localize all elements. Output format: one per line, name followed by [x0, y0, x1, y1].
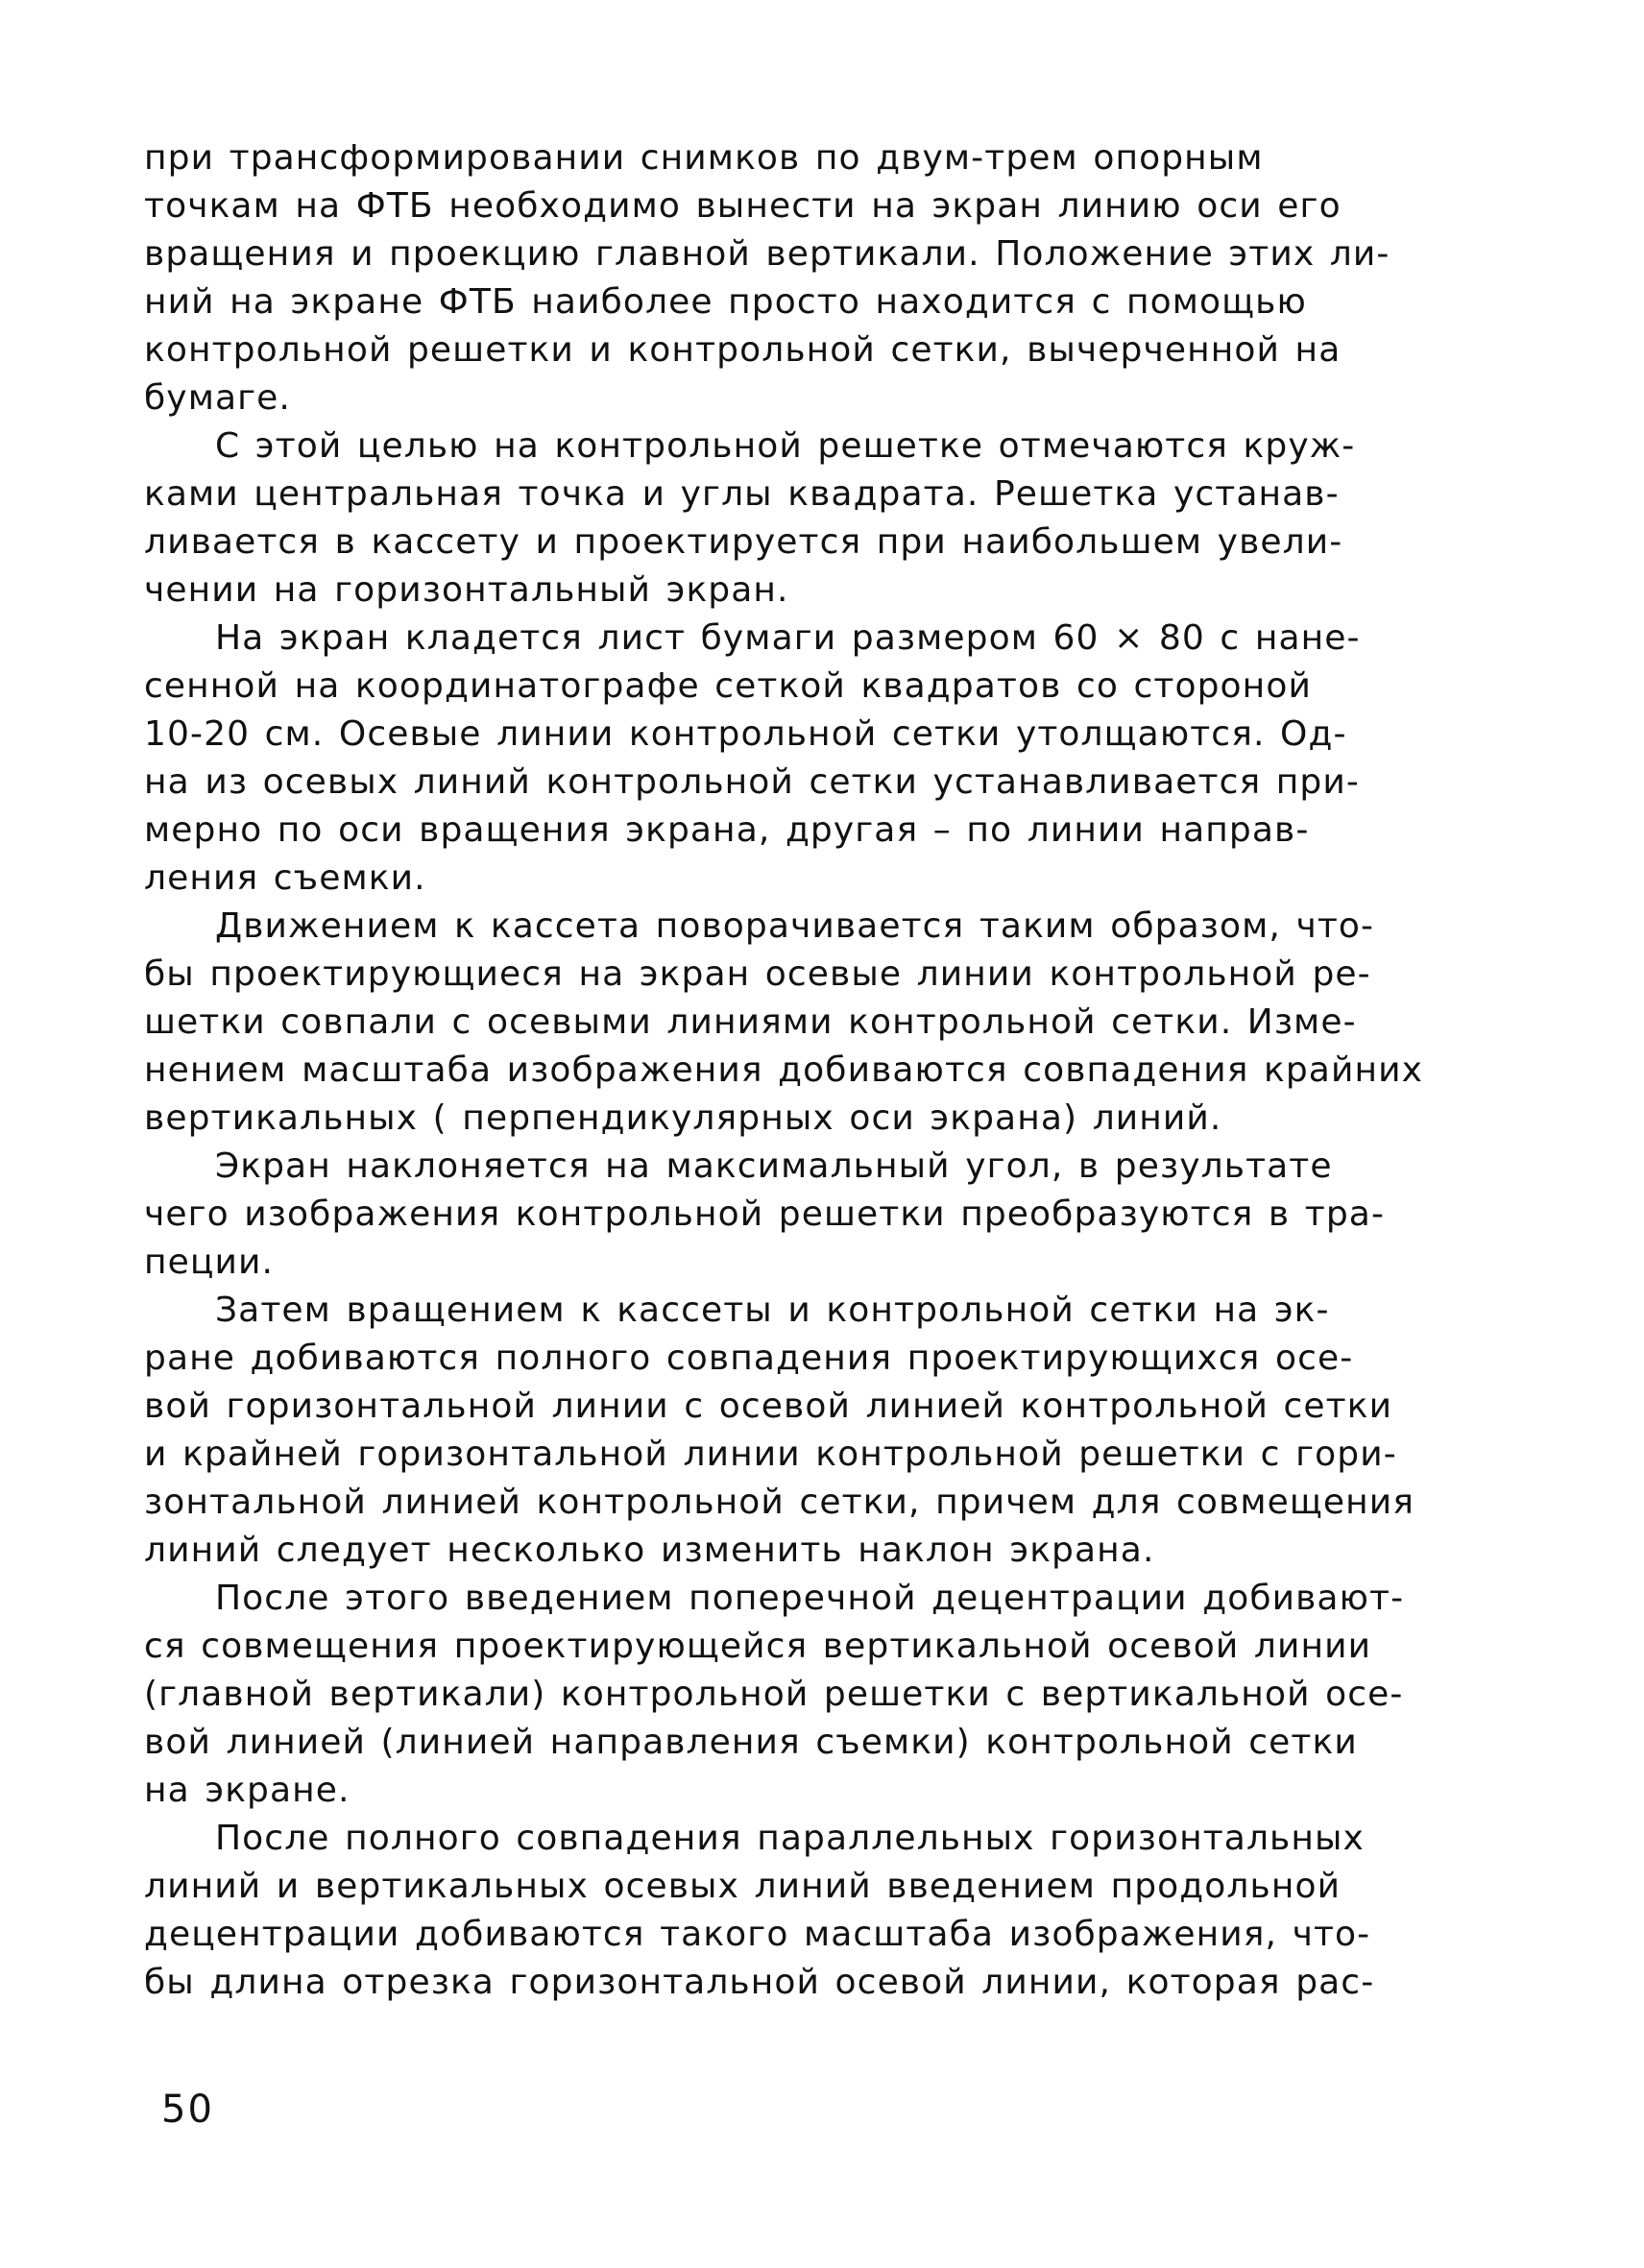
- text-line: ране добиваются полного совпадения проектирующихся осе-: [144, 1339, 1354, 1378]
- page-number: 50: [161, 2087, 214, 2132]
- text-line: Движением κ кассета поворачивается таким образом, что-: [215, 906, 1375, 946]
- text-line: на из осевых линий контрольной сетки устанавливается при-: [144, 762, 1360, 802]
- text-line: сенной на координатографе сеткой квадратов со стороной: [144, 666, 1312, 706]
- text-line: ся совмещения проектирующейся вертикальной осевой линии: [144, 1627, 1372, 1666]
- text-line: Затем вращением κ кассеты и контрольной сетки на эк-: [215, 1291, 1330, 1330]
- text-line: бы длина отрезка горизонтальной осевой линии, которая рас-: [144, 1963, 1375, 2002]
- text-line: мерно по оси вращения экрана, другая – по линии направ-: [144, 810, 1310, 850]
- text-line: при трансформировании снимков по двум-трем опорным: [144, 138, 1264, 178]
- text-line: вой горизонтальной линии с осевой линией контрольной сетки: [144, 1387, 1393, 1426]
- text-line: вращения и проекцию главной вертикали. Положение этих ли-: [144, 234, 1390, 274]
- text-line: С этой целью на контрольной решетке отмечаются круж-: [215, 426, 1356, 466]
- text-line: После этого введением поперечной децентрации добивают-: [215, 1579, 1405, 1618]
- text-line: вой линией (линией направления съемки) контрольной сетки: [144, 1723, 1358, 1762]
- text-line: 10-20 см. Осевые линии контрольной сетки утолщаются. Од-: [144, 714, 1347, 754]
- text-line: ления съемки.: [144, 858, 426, 898]
- text-line: и крайней горизонтальной линии контрольной решетки с гори-: [144, 1435, 1397, 1474]
- text-line: линий следует несколько изменить наклон экрана.: [144, 1531, 1155, 1570]
- text-line: бы проектирующиеся на экран осевые линии контрольной ре-: [144, 954, 1371, 994]
- text-line: на экране.: [144, 1771, 351, 1810]
- text-line: шетки совпали с осевыми линиями контрольной сетки. Изме-: [144, 1002, 1357, 1042]
- text-line: После полного совпадения параллельных горизонтальных: [215, 1819, 1365, 1858]
- text-line: нением масштаба изображения добиваются совпадения крайних: [144, 1050, 1424, 1090]
- text-line: пеции.: [144, 1243, 275, 1282]
- text-line: На экран кладется лист бумаги размером 60 × 80 с нане-: [215, 618, 1361, 658]
- text-line: чении на горизонтальный экран.: [144, 570, 789, 610]
- text-line: линий и вертикальных осевых линий введением продольной: [144, 1867, 1342, 1906]
- text-line: ками центральная точка и углы квадрата. Решетка устанав-: [144, 474, 1340, 514]
- text-line: ливается в кассету и проектируется при наибольшем увели-: [144, 522, 1343, 562]
- text-line: точкам на ФТБ необходимо вынести на экран линию оси его: [144, 186, 1342, 226]
- text-line: децентрации добиваются такого масштаба изображения, что-: [144, 1915, 1371, 1954]
- text-line: бумаге.: [144, 378, 291, 418]
- text-line: (главной вертикали) контрольной решетки с вертикальной осе-: [144, 1675, 1404, 1714]
- body-text: [144, 134, 1508, 2007]
- text-line: Экран наклоняется на максимальный угол, в результате: [215, 1146, 1333, 1186]
- text-line: ний на экране ФТБ наиболее просто находится с помощью: [144, 282, 1307, 322]
- text-line: зонтальной линией контрольной сетки, причем для совмещения: [144, 1483, 1415, 1522]
- text-line: вертикальных ( перпендикулярных оси экрана) линий.: [144, 1098, 1222, 1138]
- text-line: чего изображения контрольной решетки преобразуются в тра-: [144, 1194, 1386, 1234]
- text-line: контрольной решетки и контрольной сетки, вычерченной на: [144, 330, 1342, 370]
